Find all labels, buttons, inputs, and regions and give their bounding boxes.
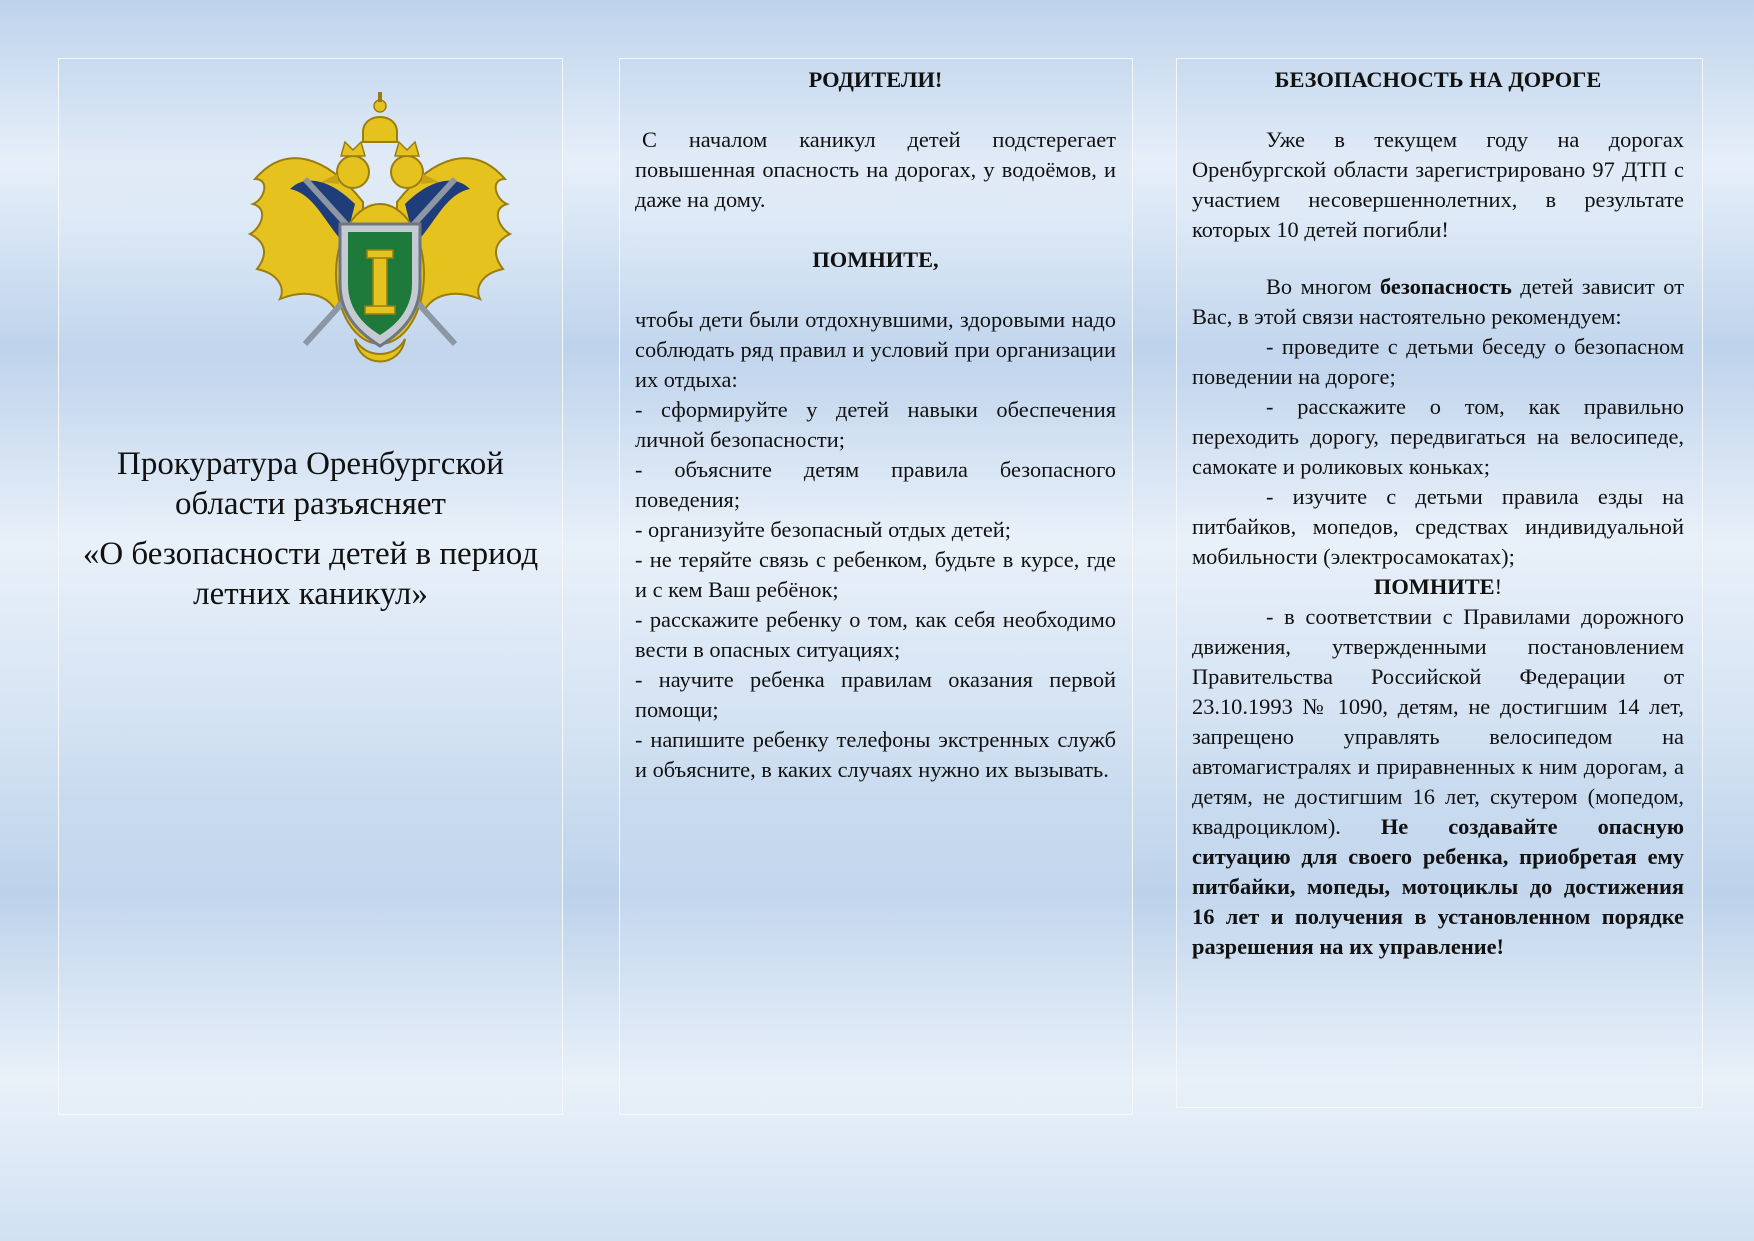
left-panel-subtitle: «О безопасности детей в период летних каникул» — [82, 536, 539, 612]
middle-panel — [619, 58, 1133, 1115]
parents-intro: С началом каникул детей подстерегает повышенная опасность на дорогах, у водоёмов, и даже на дому. — [635, 127, 1116, 212]
list-item: - расскажите о том, как правильно переходить дорогу, передвигаться на велосипеде, самокате и роликовых коньках; — [1192, 394, 1684, 479]
remember-heading — [1192, 572, 1684, 602]
remember-lead: чтобы дети были отдохнувшими, здоровыми надо соблюдать ряд правил и условий при организации их отдыха: — [635, 307, 1116, 392]
list-item: - напишите ребенку телефоны экстренных служб и объясните, в каких случаях нужно их вызывать. — [635, 727, 1116, 782]
parents-heading: РОДИТЕЛИ! — [808, 67, 943, 92]
left-panel — [58, 58, 563, 1115]
traffic-rule-text: - в соответствии с Правилами дорожного движения, утвержденными постановлением Правительства Российской Федерации от 23.10.1993 № 1090, детям, не достигшим 14 лет, запрещено управлять велосипедом на автомагистралях и приравненных к ним дорогам, а детям, не достигшим 16 лет, скутером (мопедом, квадроциклом). — [1192, 604, 1684, 839]
list-item: - проведите с детьми беседу о безопасном поведении на дороге; — [1192, 334, 1684, 389]
remember-heading: ПОМНИТЕ, — [812, 247, 939, 272]
road-safety-heading: БЕЗОПАСНОСТЬ НА ДОРОГЕ — [1274, 67, 1602, 92]
recommendation-intro — [1192, 272, 1684, 332]
recommendation-bold-word: безопасность — [1380, 274, 1512, 299]
right-panel-text — [1192, 65, 1684, 962]
traffic-rule-paragraph — [1192, 602, 1684, 962]
safety-warning: Не создавайте опасную ситуацию для своего ребенка, приобретая ему питбайки, мопеды, мотоциклы до достижения 16 лет и получения в установленном порядке разрешения на их управление! — [1192, 814, 1685, 959]
list-item: - расскажите ребенку о том, как себя необходимо вести в опасных ситуациях; — [635, 607, 1116, 662]
middle-panel-text — [635, 65, 1116, 785]
recommendation-text-start: Во многом — [1266, 274, 1380, 299]
remember-word: ПОМНИТЕ — [1373, 574, 1495, 599]
right-panel — [1176, 58, 1703, 1108]
list-item: - организуйте безопасный отдых детей; — [635, 517, 1011, 542]
prosecutor-emblem-icon — [245, 84, 515, 384]
list-item: - не теряйте связь с ребенком, будьте в курсе, где и с кем Ваш ребёнок; — [635, 547, 1116, 602]
left-panel-title-block — [59, 444, 562, 624]
recommendation-text-end: детей зависит от Вас, в этой связи настоятельно рекомендуем: — [1192, 274, 1684, 329]
list-item: - научите ребенка правилам оказания первой помощи; — [635, 667, 1116, 722]
list-item: - сформируйте у детей навыки обеспечения личной безопасности; — [635, 397, 1116, 452]
list-item: - объясните детям правила безопасного поведения; — [635, 457, 1116, 512]
left-panel-title: Прокуратура Оренбургской области разъясняет — [117, 446, 504, 522]
accident-statistics: Уже в текущем году на дорогах Оренбургской области зарегистрировано 97 ДТП с участием несовершеннолетних, в результате которых 10 детей погибли! — [1192, 127, 1684, 242]
list-item: - изучите с детьми правила езды на питбайков, мопедов, средствах индивидуальной мобильности (электросамокатах); — [1192, 484, 1684, 569]
remember-mark: ! — [1494, 574, 1503, 599]
